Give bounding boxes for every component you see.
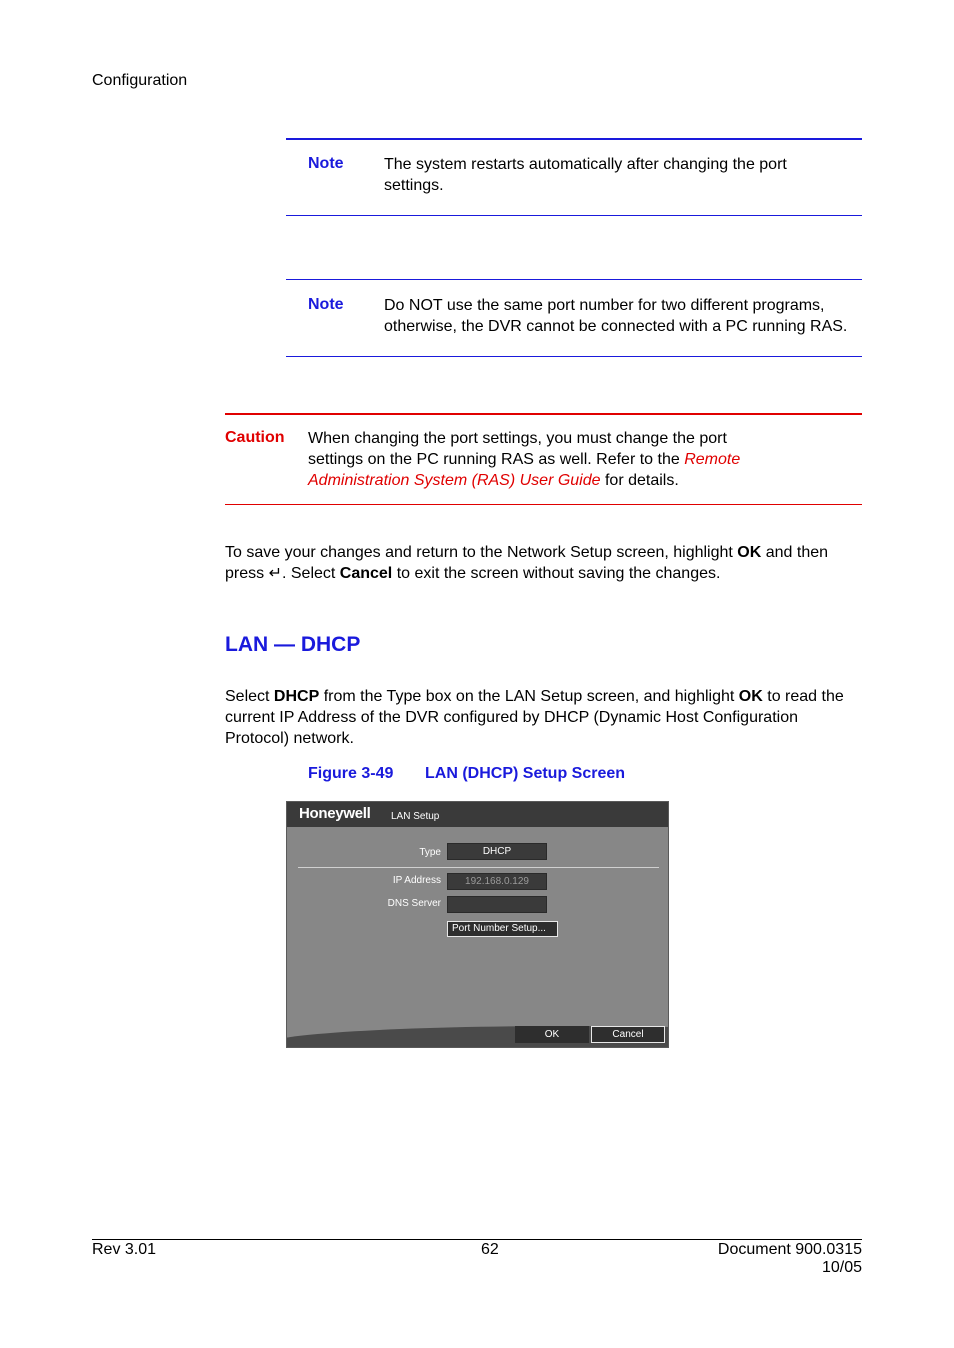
caution-bottom-rule <box>225 504 862 505</box>
ras-guide-link[interactable]: Remote Administration System (RAS) User Guide <box>308 451 741 489</box>
honeywell-logo: Honeywell <box>299 805 371 822</box>
note-text: The system restarts automatically after changing the port settings. <box>384 156 787 194</box>
page-header: Configuration <box>92 72 188 89</box>
footer-revision: Rev 3.01 <box>92 1241 157 1258</box>
note-label: Note <box>308 155 344 172</box>
note-bottom-rule <box>286 356 862 357</box>
ok-term: OK <box>738 688 763 705</box>
section-heading: LAN — DHCP <box>225 633 361 656</box>
footer-document <box>640 1241 862 1277</box>
type-select[interactable]: DHCP <box>447 843 547 860</box>
document-date: 10/05 <box>821 1259 862 1276</box>
caution-text <box>308 428 778 491</box>
caution-top-rule <box>225 413 862 415</box>
page-number: 62 <box>481 1241 499 1258</box>
figure-title: LAN (DHCP) Setup Screen <box>425 765 626 782</box>
caution-label: Caution <box>225 429 285 446</box>
dhcp-paragraph <box>225 686 865 749</box>
ok-term: OK <box>737 544 762 561</box>
screen-title: LAN Setup <box>391 811 440 822</box>
lan-setup-screen <box>286 801 669 1048</box>
caution-text-before: When changing the port settings, you must change the port settings on the PC running RAS as well. Refer to the <box>308 430 727 468</box>
save-paragraph <box>225 542 865 584</box>
note-top-rule <box>286 138 862 140</box>
dns-server-field <box>447 896 547 913</box>
figure-number: Figure 3-49 <box>308 765 394 782</box>
type-label: Type <box>419 847 441 858</box>
cancel-term: Cancel <box>339 565 393 582</box>
ip-address-field: 192.168.0.129 <box>447 873 547 890</box>
screen-divider <box>298 867 659 868</box>
footer-rule <box>92 1239 862 1240</box>
text: to exit the screen without saving the changes. <box>392 565 721 582</box>
text: To save your changes and return to the Network Setup screen, highlight <box>225 544 738 561</box>
text: Select <box>225 688 274 705</box>
document-number: Document 900.0315 <box>717 1241 862 1258</box>
port-number-setup-button[interactable]: Port Number Setup... <box>447 921 558 937</box>
text: to read the current IP Address of the DVR configured by DHCP (Dynamic Host Configuration Protocol) network. <box>225 688 844 747</box>
note-top-rule <box>286 279 862 280</box>
screen-titlebar <box>287 802 668 827</box>
text: and then press ↵. Select <box>225 544 829 582</box>
note-label: Note <box>308 296 344 313</box>
note-text: Do NOT use the same port number for two different programs, otherwise, the DVR cannot be connected with a PC running RAS. <box>384 297 848 335</box>
dns-server-label: DNS Server <box>387 898 441 909</box>
ok-button[interactable]: OK <box>515 1026 589 1043</box>
cancel-button[interactable]: Cancel <box>591 1026 665 1043</box>
note-bottom-rule <box>286 215 862 216</box>
caution-text-after: for details. <box>600 472 679 489</box>
ip-address-label: IP Address <box>392 875 441 886</box>
text: from the Type box on the LAN Setup screen, and highlight <box>319 688 739 705</box>
dhcp-term: DHCP <box>273 688 320 705</box>
